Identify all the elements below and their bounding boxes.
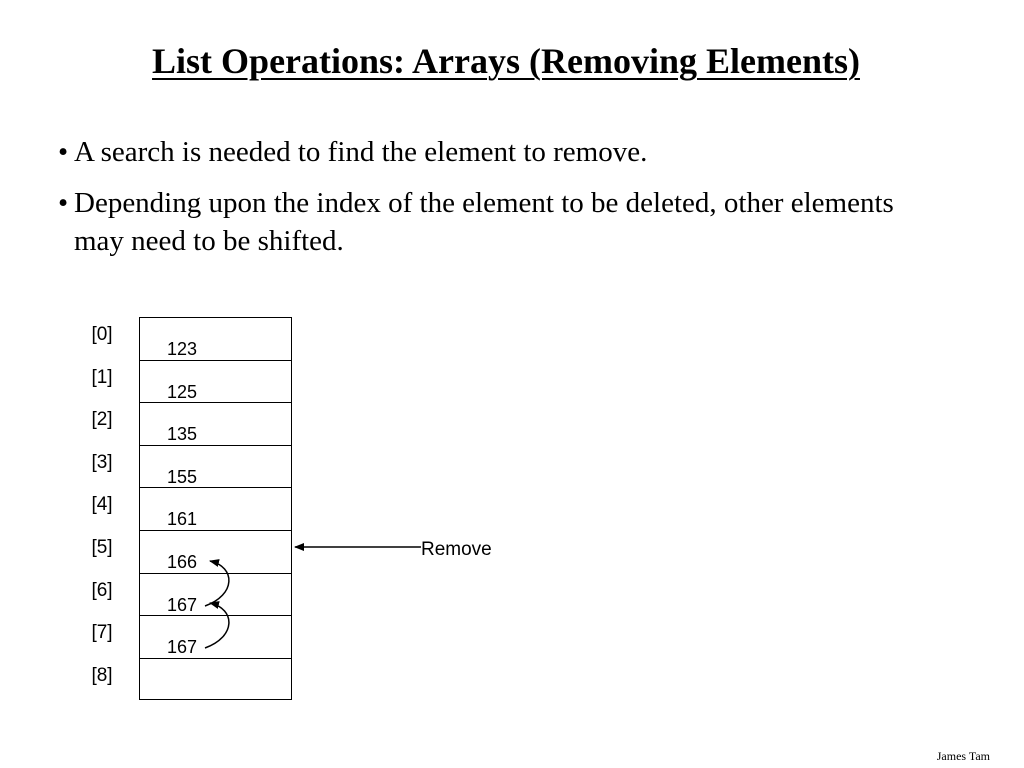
footer-author: James Tam (936, 749, 990, 763)
array-index-label: [7] (91, 622, 113, 644)
array-cell (139, 615, 292, 658)
slide-title: List Operations: Arrays (Removing Elements) (152, 41, 860, 81)
array-cell (139, 530, 292, 573)
array-row (80, 530, 294, 573)
array-cell-value: 161 (167, 509, 198, 530)
remove-label: Remove (421, 539, 492, 560)
array-index-label: [3] (91, 451, 113, 473)
array-cell-value: 135 (167, 424, 198, 445)
array-index-label: [8] (91, 664, 113, 686)
array-cell (139, 573, 292, 616)
bullet-icon: • (58, 187, 69, 219)
array-cell (139, 360, 292, 403)
array-row (80, 487, 294, 530)
array-cell-value: 167 (167, 637, 198, 658)
array-row (80, 445, 294, 488)
array-cell (139, 317, 292, 360)
array-cell-value: 155 (167, 466, 198, 487)
array-cell-value: 167 (167, 594, 198, 615)
bullet-list (58, 133, 938, 273)
bullet-item (58, 133, 938, 171)
array-row (80, 658, 294, 701)
bullet-text: A search is needed to find the element to remove. (74, 136, 648, 168)
array-cell-value: 125 (167, 381, 198, 402)
array-index-label: [0] (91, 324, 113, 345)
bullet-icon: • (58, 136, 69, 168)
array-cell (139, 402, 292, 445)
array-cell (139, 658, 292, 701)
array-row (80, 317, 294, 360)
array-cell (139, 445, 292, 488)
array-cell-value: 166 (167, 551, 198, 572)
array-index-label: [6] (91, 579, 113, 601)
array-cell (139, 487, 292, 530)
array-index-label: [2] (91, 409, 113, 431)
array-index-label: [5] (91, 536, 113, 558)
array-diagram (80, 317, 294, 700)
bullet-item (58, 184, 938, 260)
array-cell-value: 123 (167, 339, 198, 359)
array-row (80, 573, 294, 616)
bullet-text: Depending upon the index of the element to be deleted, other elements may need to be shifted. (74, 187, 894, 257)
array-index-label: [1] (91, 366, 113, 388)
array-row (80, 615, 294, 658)
array-index-label: [4] (91, 494, 113, 516)
array-row (80, 402, 294, 445)
array-row (80, 360, 294, 403)
